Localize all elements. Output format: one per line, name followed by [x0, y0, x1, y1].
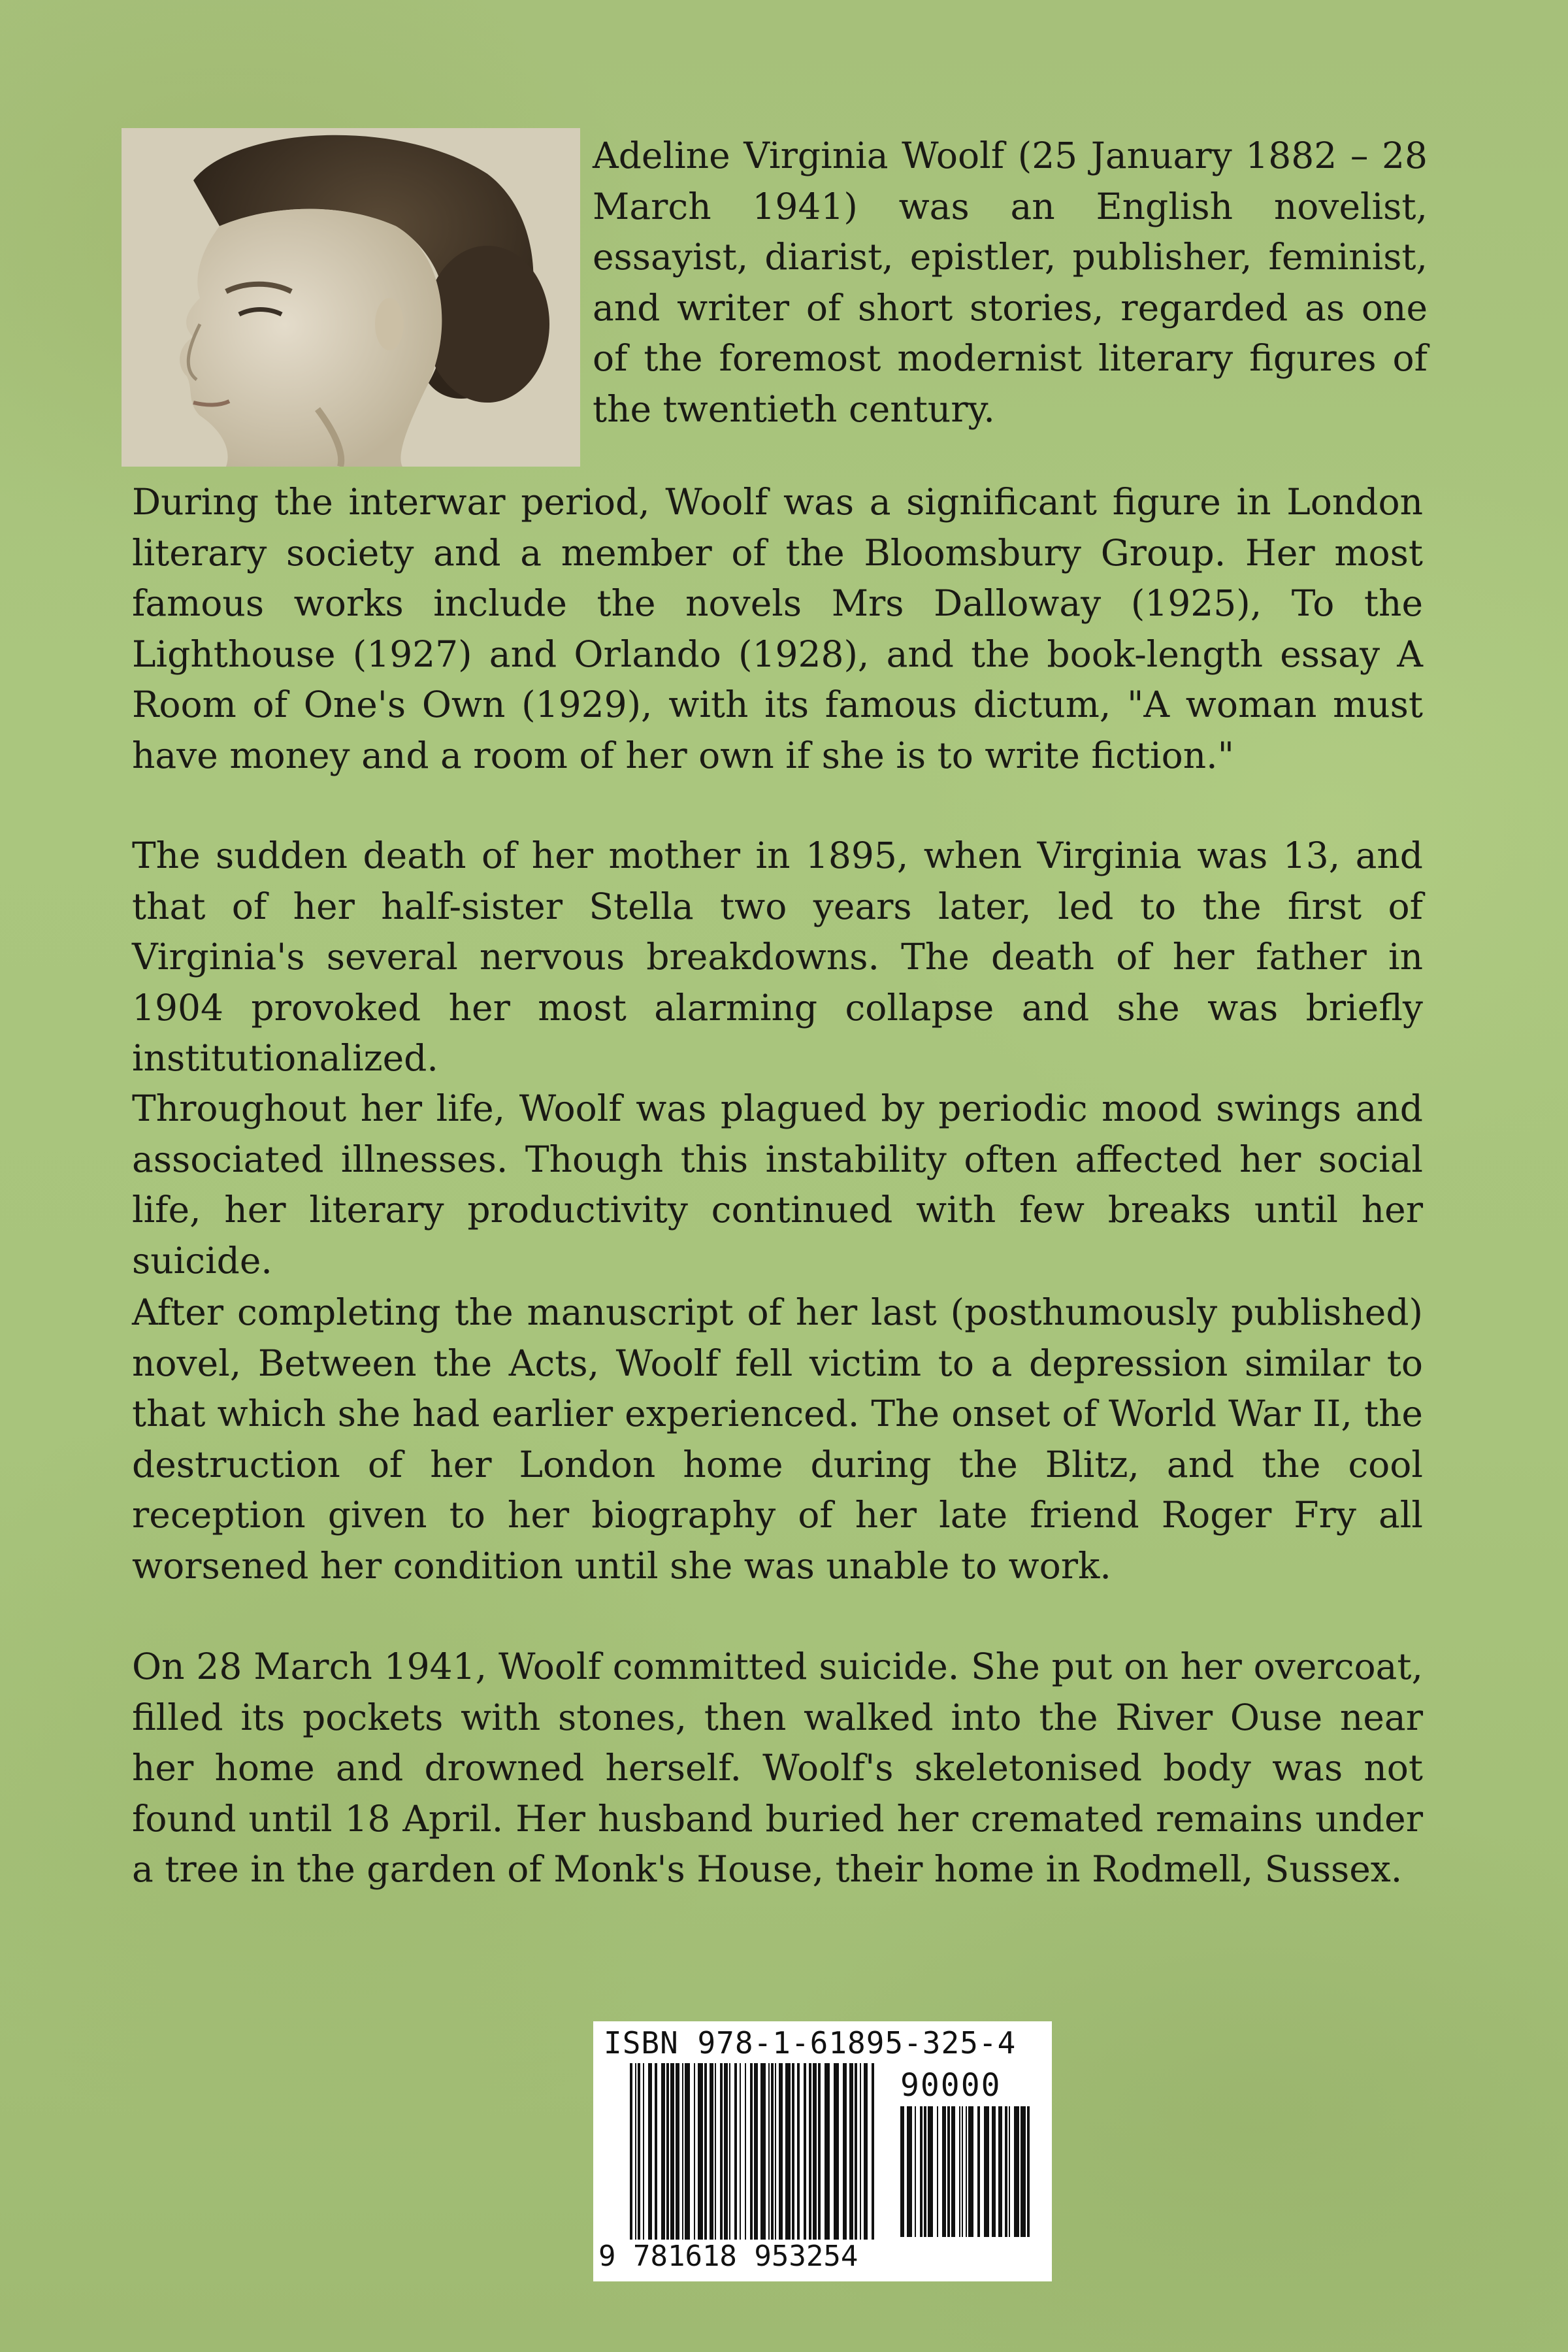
barcode-bar: [937, 2106, 938, 2237]
ean-digits: 9 781618 953254: [598, 2240, 858, 2273]
barcode-bar: [1005, 2106, 1007, 2237]
paragraph-depression: After completing the manuscript of her last (posthumously published) novel, Between the Acts, Woolf fell victim to a depression similar to that which she had earlier experienced. The onset of World War II, the destruction of her London home during the Blitz, and the cool reception given to her biography of her late friend Roger Fry all worsened her condition until she was unable to work.: [132, 1291, 1423, 1587]
barcode-bar: [818, 2063, 821, 2240]
barcode-bar: [966, 2106, 967, 2237]
barcode-bar: [860, 2063, 861, 2240]
barcode-bar: [813, 2063, 817, 2240]
paragraph-death: On 28 March 1941, Woolf committed suicide. She put on her overcoat, filled its pockets with stones, then walked into the River Ouse near her home and drowned herself. Woolf's skeletonised body was not found until 18 April. Her husband buried her cremated remains under a tree in the garden of Monk's House, their home in Rodmell, Sussex.: [132, 1646, 1423, 1890]
isbn-label: ISBN 978-1-61895-325-4: [604, 2025, 1017, 2061]
barcode-bar: [710, 2063, 713, 2240]
barcode-bar: [754, 2063, 758, 2240]
barcode-bar: [809, 2063, 811, 2240]
barcode-bar: [834, 2063, 839, 2240]
barcode-bar: [998, 2106, 1002, 2237]
barcode-bar: [655, 2063, 657, 2240]
barcode-bar: [825, 2063, 830, 2240]
barcode-bar: [843, 2063, 847, 2240]
barcode-bar: [643, 2063, 644, 2240]
barcode-bar: [849, 2063, 853, 2240]
barcode-bar: [872, 2063, 874, 2240]
barcode-bar: [630, 2063, 632, 2240]
barcode-bar: [635, 2063, 636, 2240]
barcode-bar: [771, 2063, 774, 2240]
barcode-bar: [977, 2106, 980, 2237]
barcode-bar: [959, 2106, 960, 2237]
paragraph-interwar: During the interwar period, Woolf was a significant figure in London literary society and a member of the Bloomsbury Group. Her most famous works include the novels Mrs Dalloway (1925), To the Lighthouse (1927) and Orlando (1928), and the book-length essay A Room of One's Own (1929), with its famous dictum, "A woman must have money and a room of her own if she is to write fiction.": [132, 481, 1423, 776]
barcode-bar: [984, 2106, 989, 2237]
barcode-bar: [920, 2106, 923, 2237]
barcode-bar: [907, 2106, 912, 2237]
barcode-bar: [951, 2106, 955, 2237]
barcode-bar: [704, 2063, 707, 2240]
barcode-bar: [792, 2063, 794, 2240]
isbn-barcode: [593, 2021, 1052, 2281]
author-portrait: [122, 128, 580, 467]
barcode-bar: [1021, 2106, 1026, 2237]
barcode-bar: [1014, 2106, 1019, 2237]
barcode-bar: [715, 2063, 716, 2240]
barcode-bar: [968, 2106, 973, 2237]
barcode-bar: [924, 2106, 926, 2237]
barcode-bar: [666, 2063, 669, 2240]
barcode-bar: [915, 2106, 916, 2237]
barcode-bar: [638, 2063, 640, 2240]
barcode-bar: [750, 2063, 753, 2240]
paragraph-mood-swings: Throughout her life, Woolf was plagued by periodic mood swings and associated illnesses. Though this instability often affected her social life, her literary productivity continued with few breaks until her suicide.: [132, 1087, 1423, 1282]
portrait-image: [122, 128, 580, 467]
barcode-bar: [797, 2063, 800, 2240]
barcode-bar: [760, 2063, 766, 2240]
barcode-bar: [785, 2063, 791, 2240]
barcode-bar: [864, 2063, 868, 2240]
barcode-bar: [661, 2063, 665, 2240]
barcode-bar: [694, 2063, 695, 2240]
barcode-bar: [1027, 2106, 1030, 2237]
barcode-bar: [682, 2063, 683, 2240]
price-addon: 90000: [900, 2067, 1002, 2104]
barcode-bar: [724, 2063, 728, 2240]
paragraph-breakdowns: The sudden death of her mother in 1895, when Virginia was 13, and that of her half-sister Stella two years later, led to the first of Virginia's several nervous breakdowns. The death of her father in 1904 provoked her most alarming collapse and she was briefly institutionalized.: [132, 835, 1423, 1079]
barcode-bar: [745, 2063, 746, 2240]
barcode-bar: [740, 2063, 741, 2240]
barcode-bar: [729, 2063, 730, 2240]
barcode-bar: [685, 2063, 690, 2240]
barcode-bar: [1009, 2106, 1010, 2237]
barcode-bar: [900, 2106, 904, 2237]
barcode-bar: [928, 2106, 933, 2237]
barcode-main-bars: [630, 2063, 878, 2240]
barcode-bar: [676, 2063, 679, 2240]
barcode-bar: [734, 2063, 737, 2240]
barcode-bar: [804, 2063, 806, 2240]
intro-paragraph: Adeline Virginia Woolf (25 January 1882 – 28 March 1941) was an English novelist, essayist, diarist, epistler, publisher, feminist, and writer of short stories, regarded as one of the foremost modernist literary figures of the twentieth century.: [593, 135, 1428, 430]
barcode-bar: [648, 2063, 652, 2240]
barcode-bar: [992, 2106, 996, 2237]
barcode-bar: [855, 2063, 857, 2240]
barcode-bar: [942, 2106, 946, 2237]
barcode-bar: [947, 2106, 950, 2237]
barcode-addon-bars: [900, 2106, 1031, 2237]
barcode-bar: [779, 2063, 783, 2240]
barcode-bar: [698, 2063, 703, 2240]
barcode-bar: [768, 2063, 770, 2240]
barcode-bar: [670, 2063, 674, 2240]
barcode-bar: [775, 2063, 776, 2240]
barcode-bar: [720, 2063, 723, 2240]
barcode-bar: [962, 2106, 963, 2237]
